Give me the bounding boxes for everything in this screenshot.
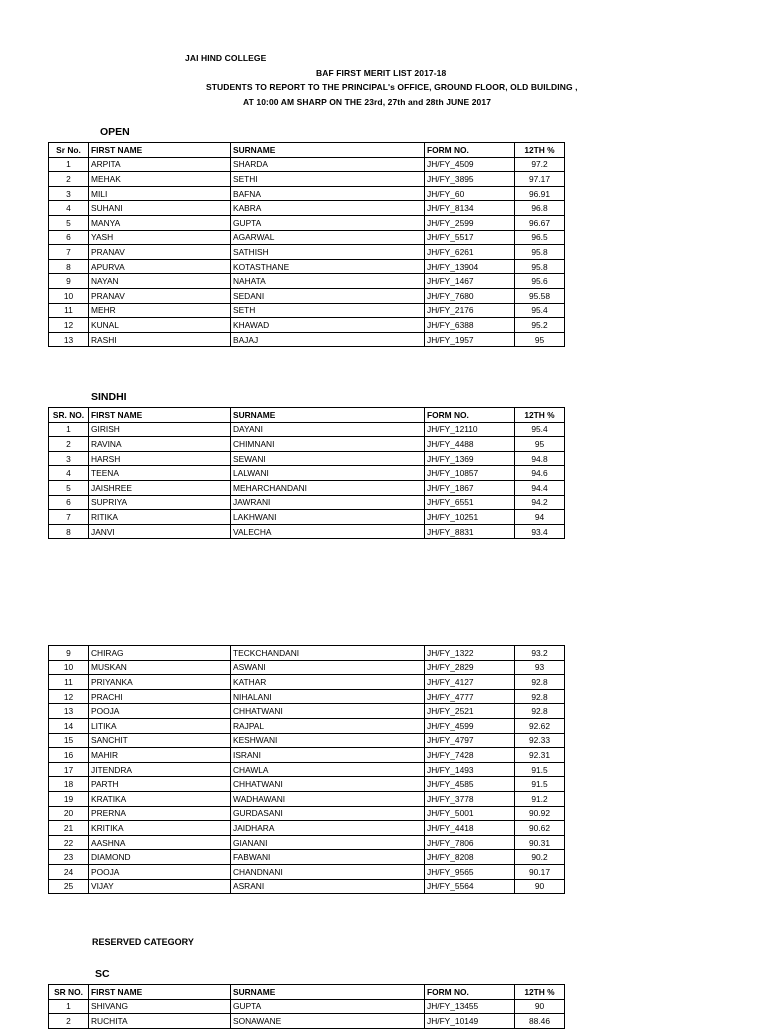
cell-sr-no: 22 bbox=[49, 835, 89, 850]
cell-first-name: GIRISH bbox=[89, 422, 231, 437]
cell-first-name: VIJAY bbox=[89, 879, 231, 894]
sindhi-table-continued bbox=[48, 645, 565, 894]
table-row bbox=[49, 451, 565, 466]
cell-sr-no: 3 bbox=[49, 451, 89, 466]
cell-twelfth-percent: 93.4 bbox=[515, 524, 565, 539]
cell-first-name: JAISHREE bbox=[89, 480, 231, 495]
cell-first-name: SUHANI bbox=[89, 201, 231, 216]
cell-form-no: JH/FY_2176 bbox=[425, 303, 515, 318]
cell-twelfth-percent: 95.8 bbox=[515, 259, 565, 274]
table-row bbox=[49, 510, 565, 525]
cell-surname: SATHISH bbox=[231, 245, 425, 260]
cell-form-no: JH/FY_6388 bbox=[425, 318, 515, 333]
cell-sr-no: 4 bbox=[49, 201, 89, 216]
table-row bbox=[49, 660, 565, 675]
table-row bbox=[49, 332, 565, 347]
table-row bbox=[49, 835, 565, 850]
cell-form-no: JH/FY_4488 bbox=[425, 437, 515, 452]
cell-first-name: JANVI bbox=[89, 524, 231, 539]
cell-first-name: SUPRIYA bbox=[89, 495, 231, 510]
cell-form-no: JH/FY_13455 bbox=[425, 999, 515, 1014]
cell-form-no: JH/FY_10857 bbox=[425, 466, 515, 481]
cell-sr-no: 2 bbox=[49, 172, 89, 187]
table-row bbox=[49, 791, 565, 806]
cell-surname: KABRA bbox=[231, 201, 425, 216]
cell-sr-no: 9 bbox=[49, 274, 89, 289]
cell-form-no: JH/FY_9565 bbox=[425, 864, 515, 879]
table-row bbox=[49, 646, 565, 661]
cell-twelfth-percent: 95.4 bbox=[515, 303, 565, 318]
column-header-form-no: FORM NO. bbox=[425, 143, 515, 158]
cell-form-no: JH/FY_1493 bbox=[425, 762, 515, 777]
table-row bbox=[49, 1014, 565, 1029]
table-row bbox=[49, 806, 565, 821]
cell-sr-no: 6 bbox=[49, 495, 89, 510]
cell-sr-no: 12 bbox=[49, 689, 89, 704]
table-row bbox=[49, 157, 565, 172]
cell-first-name: RASHI bbox=[89, 332, 231, 347]
cell-first-name: RITIKA bbox=[89, 510, 231, 525]
table-row bbox=[49, 524, 565, 539]
column-header-sr-no: SR NO. bbox=[49, 985, 89, 1000]
sc-table bbox=[48, 984, 565, 1029]
table-row bbox=[49, 999, 565, 1014]
cell-form-no: JH/FY_2829 bbox=[425, 660, 515, 675]
cell-surname: ASWANI bbox=[231, 660, 425, 675]
cell-form-no: JH/FY_1957 bbox=[425, 332, 515, 347]
cell-twelfth-percent: 91.5 bbox=[515, 762, 565, 777]
cell-twelfth-percent: 94.6 bbox=[515, 466, 565, 481]
cell-surname: GUPTA bbox=[231, 999, 425, 1014]
cell-surname: TECKCHANDANI bbox=[231, 646, 425, 661]
cell-form-no: JH/FY_10149 bbox=[425, 1014, 515, 1029]
cell-sr-no: 13 bbox=[49, 332, 89, 347]
cell-first-name: MUSKAN bbox=[89, 660, 231, 675]
cell-first-name: PRANAV bbox=[89, 288, 231, 303]
cell-form-no: JH/FY_1369 bbox=[425, 451, 515, 466]
cell-sr-no: 8 bbox=[49, 259, 89, 274]
table-row bbox=[49, 777, 565, 792]
cell-twelfth-percent: 96.5 bbox=[515, 230, 565, 245]
report-timing: AT 10:00 AM SHARP ON THE 23rd, 27th and 28th JUNE 2017 bbox=[243, 97, 492, 107]
table-row bbox=[49, 215, 565, 230]
cell-first-name: ARPITA bbox=[89, 157, 231, 172]
cell-surname: SETHI bbox=[231, 172, 425, 187]
cell-sr-no: 11 bbox=[49, 303, 89, 318]
cell-twelfth-percent: 90.62 bbox=[515, 821, 565, 836]
cell-form-no: JH/FY_12110 bbox=[425, 422, 515, 437]
cell-form-no: JH/FY_4599 bbox=[425, 718, 515, 733]
cell-surname: BAFNA bbox=[231, 186, 425, 201]
cell-first-name: KRATIKA bbox=[89, 791, 231, 806]
cell-form-no: JH/FY_8134 bbox=[425, 201, 515, 216]
cell-surname: MEHARCHANDANI bbox=[231, 480, 425, 495]
cell-twelfth-percent: 91.5 bbox=[515, 777, 565, 792]
cell-surname: WADHAWANI bbox=[231, 791, 425, 806]
table-row bbox=[49, 733, 565, 748]
table-header-row bbox=[49, 143, 565, 158]
cell-twelfth-percent: 97.17 bbox=[515, 172, 565, 187]
cell-surname: NAHATA bbox=[231, 274, 425, 289]
cell-first-name: MEHAK bbox=[89, 172, 231, 187]
cell-twelfth-percent: 90 bbox=[515, 879, 565, 894]
cell-sr-no: 15 bbox=[49, 733, 89, 748]
cell-first-name: SHIVANG bbox=[89, 999, 231, 1014]
cell-twelfth-percent: 91.2 bbox=[515, 791, 565, 806]
column-header-first-name: FIRST NAME bbox=[89, 408, 231, 423]
column-header-surname: SURNAME bbox=[231, 408, 425, 423]
cell-surname: ISRANI bbox=[231, 748, 425, 763]
cell-form-no: JH/FY_1322 bbox=[425, 646, 515, 661]
cell-twelfth-percent: 90.92 bbox=[515, 806, 565, 821]
cell-surname: DAYANI bbox=[231, 422, 425, 437]
merit-list-title: BAF FIRST MERIT LIST 2017-18 bbox=[316, 68, 447, 78]
cell-first-name: MANYA bbox=[89, 215, 231, 230]
cell-first-name: MAHIR bbox=[89, 748, 231, 763]
cell-sr-no: 24 bbox=[49, 864, 89, 879]
cell-first-name: KUNAL bbox=[89, 318, 231, 333]
table-row bbox=[49, 675, 565, 690]
cell-surname: GURDASANI bbox=[231, 806, 425, 821]
cell-twelfth-percent: 94.8 bbox=[515, 451, 565, 466]
cell-sr-no: 13 bbox=[49, 704, 89, 719]
cell-twelfth-percent: 90.17 bbox=[515, 864, 565, 879]
cell-sr-no: 19 bbox=[49, 791, 89, 806]
table-row bbox=[49, 318, 565, 333]
reserved-category-heading: RESERVED CATEGORY bbox=[92, 937, 194, 947]
cell-form-no: JH/FY_10251 bbox=[425, 510, 515, 525]
cell-form-no: JH/FY_8208 bbox=[425, 850, 515, 865]
cell-surname: SEDANI bbox=[231, 288, 425, 303]
section-title-sindhi: SINDHI bbox=[91, 391, 127, 403]
table-row bbox=[49, 186, 565, 201]
cell-first-name: LITIKA bbox=[89, 718, 231, 733]
cell-twelfth-percent: 92.8 bbox=[515, 704, 565, 719]
cell-twelfth-percent: 96.67 bbox=[515, 215, 565, 230]
table-row bbox=[49, 437, 565, 452]
cell-sr-no: 5 bbox=[49, 480, 89, 495]
table-row bbox=[49, 762, 565, 777]
cell-first-name: POOJA bbox=[89, 864, 231, 879]
cell-first-name: HARSH bbox=[89, 451, 231, 466]
cell-twelfth-percent: 95.8 bbox=[515, 245, 565, 260]
cell-sr-no: 1 bbox=[49, 422, 89, 437]
cell-sr-no: 16 bbox=[49, 748, 89, 763]
cell-sr-no: 25 bbox=[49, 879, 89, 894]
cell-form-no: JH/FY_6551 bbox=[425, 495, 515, 510]
cell-twelfth-percent: 95 bbox=[515, 332, 565, 347]
cell-twelfth-percent: 95.4 bbox=[515, 422, 565, 437]
cell-sr-no: 5 bbox=[49, 215, 89, 230]
cell-first-name: NAYAN bbox=[89, 274, 231, 289]
cell-twelfth-percent: 94.4 bbox=[515, 480, 565, 495]
cell-sr-no: 20 bbox=[49, 806, 89, 821]
cell-sr-no: 8 bbox=[49, 524, 89, 539]
cell-surname: AGARWAL bbox=[231, 230, 425, 245]
cell-surname: LALWANI bbox=[231, 466, 425, 481]
cell-twelfth-percent: 95.2 bbox=[515, 318, 565, 333]
cell-sr-no: 1 bbox=[49, 999, 89, 1014]
cell-first-name: DIAMOND bbox=[89, 850, 231, 865]
column-header-first-name: FIRST NAME bbox=[89, 143, 231, 158]
cell-first-name: KRITIKA bbox=[89, 821, 231, 836]
cell-surname: RAJPAL bbox=[231, 718, 425, 733]
column-header-sr-no: SR. NO. bbox=[49, 408, 89, 423]
cell-surname: JAWRANI bbox=[231, 495, 425, 510]
cell-form-no: JH/FY_5001 bbox=[425, 806, 515, 821]
table-row bbox=[49, 879, 565, 894]
cell-first-name: MILI bbox=[89, 186, 231, 201]
cell-surname: BAJAJ bbox=[231, 332, 425, 347]
cell-first-name: PRERNA bbox=[89, 806, 231, 821]
table-row bbox=[49, 245, 565, 260]
cell-surname: NIHALANI bbox=[231, 689, 425, 704]
cell-surname: SONAWANE bbox=[231, 1014, 425, 1029]
cell-surname: CHIMNANI bbox=[231, 437, 425, 452]
table-row bbox=[49, 704, 565, 719]
cell-first-name: PARTH bbox=[89, 777, 231, 792]
table-row bbox=[49, 821, 565, 836]
cell-first-name: YASH bbox=[89, 230, 231, 245]
cell-surname: GUPTA bbox=[231, 215, 425, 230]
cell-sr-no: 18 bbox=[49, 777, 89, 792]
cell-first-name: SANCHIT bbox=[89, 733, 231, 748]
column-header-sr-no: Sr No. bbox=[49, 143, 89, 158]
cell-surname: KHAWAD bbox=[231, 318, 425, 333]
cell-first-name: CHIRAG bbox=[89, 646, 231, 661]
cell-form-no: JH/FY_13904 bbox=[425, 259, 515, 274]
table-row bbox=[49, 303, 565, 318]
cell-twelfth-percent: 92.33 bbox=[515, 733, 565, 748]
open-table bbox=[48, 142, 565, 347]
cell-form-no: JH/FY_6261 bbox=[425, 245, 515, 260]
cell-twelfth-percent: 92.31 bbox=[515, 748, 565, 763]
table-row bbox=[49, 172, 565, 187]
college-name: JAI HIND COLLEGE bbox=[185, 53, 267, 63]
cell-twelfth-percent: 94 bbox=[515, 510, 565, 525]
cell-surname: KESHWANI bbox=[231, 733, 425, 748]
cell-first-name: PRACHI bbox=[89, 689, 231, 704]
cell-first-name: POOJA bbox=[89, 704, 231, 719]
column-header-form-no: FORM NO. bbox=[425, 408, 515, 423]
cell-surname: CHHATWANI bbox=[231, 777, 425, 792]
cell-surname: JAIDHARA bbox=[231, 821, 425, 836]
table-row bbox=[49, 864, 565, 879]
table-row bbox=[49, 495, 565, 510]
cell-sr-no: 1 bbox=[49, 157, 89, 172]
cell-form-no: JH/FY_7680 bbox=[425, 288, 515, 303]
cell-twelfth-percent: 92.8 bbox=[515, 689, 565, 704]
cell-sr-no: 7 bbox=[49, 245, 89, 260]
cell-surname: CHHATWANI bbox=[231, 704, 425, 719]
cell-form-no: JH/FY_4585 bbox=[425, 777, 515, 792]
cell-form-no: JH/FY_5517 bbox=[425, 230, 515, 245]
report-instruction: STUDENTS TO REPORT TO THE PRINCIPAL's OFFICE, GROUND FLOOR, OLD BUILDING , bbox=[206, 82, 578, 92]
cell-first-name: AASHNA bbox=[89, 835, 231, 850]
cell-sr-no: 21 bbox=[49, 821, 89, 836]
cell-form-no: JH/FY_2521 bbox=[425, 704, 515, 719]
column-header-twelfth-percent: 12TH % bbox=[515, 985, 565, 1000]
cell-twelfth-percent: 90 bbox=[515, 999, 565, 1014]
section-title-open: OPEN bbox=[100, 126, 130, 138]
table-row bbox=[49, 230, 565, 245]
cell-sr-no: 14 bbox=[49, 718, 89, 733]
cell-sr-no: 4 bbox=[49, 466, 89, 481]
cell-form-no: JH/FY_4797 bbox=[425, 733, 515, 748]
cell-twelfth-percent: 94.2 bbox=[515, 495, 565, 510]
table-row bbox=[49, 422, 565, 437]
column-header-surname: SURNAME bbox=[231, 985, 425, 1000]
table-row bbox=[49, 850, 565, 865]
cell-form-no: JH/FY_1467 bbox=[425, 274, 515, 289]
cell-sr-no: 2 bbox=[49, 437, 89, 452]
cell-surname: GIANANI bbox=[231, 835, 425, 850]
cell-sr-no: 12 bbox=[49, 318, 89, 333]
cell-twelfth-percent: 95.6 bbox=[515, 274, 565, 289]
cell-surname: FABWANI bbox=[231, 850, 425, 865]
cell-first-name: PRIYANKA bbox=[89, 675, 231, 690]
cell-sr-no: 6 bbox=[49, 230, 89, 245]
cell-sr-no: 10 bbox=[49, 288, 89, 303]
cell-form-no: JH/FY_7428 bbox=[425, 748, 515, 763]
cell-first-name: RAVINA bbox=[89, 437, 231, 452]
cell-twelfth-percent: 93.2 bbox=[515, 646, 565, 661]
cell-twelfth-percent: 90.31 bbox=[515, 835, 565, 850]
table-header-row bbox=[49, 985, 565, 1000]
cell-form-no: JH/FY_4777 bbox=[425, 689, 515, 704]
cell-surname: SEWANI bbox=[231, 451, 425, 466]
table-row bbox=[49, 718, 565, 733]
cell-sr-no: 2 bbox=[49, 1014, 89, 1029]
cell-form-no: JH/FY_4418 bbox=[425, 821, 515, 836]
table-row bbox=[49, 748, 565, 763]
column-header-first-name: FIRST NAME bbox=[89, 985, 231, 1000]
section-title-sc: SC bbox=[95, 968, 110, 980]
cell-form-no: JH/FY_1867 bbox=[425, 480, 515, 495]
cell-surname: ASRANI bbox=[231, 879, 425, 894]
table-row bbox=[49, 259, 565, 274]
cell-form-no: JH/FY_3895 bbox=[425, 172, 515, 187]
cell-first-name: APURVA bbox=[89, 259, 231, 274]
cell-twelfth-percent: 93 bbox=[515, 660, 565, 675]
cell-form-no: JH/FY_4509 bbox=[425, 157, 515, 172]
cell-first-name: JITENDRA bbox=[89, 762, 231, 777]
cell-sr-no: 10 bbox=[49, 660, 89, 675]
cell-twelfth-percent: 92.62 bbox=[515, 718, 565, 733]
cell-first-name: RUCHITA bbox=[89, 1014, 231, 1029]
cell-form-no: JH/FY_4127 bbox=[425, 675, 515, 690]
cell-sr-no: 23 bbox=[49, 850, 89, 865]
cell-surname: VALECHA bbox=[231, 524, 425, 539]
table-row bbox=[49, 480, 565, 495]
cell-sr-no: 7 bbox=[49, 510, 89, 525]
cell-twelfth-percent: 95 bbox=[515, 437, 565, 452]
cell-surname: KATHAR bbox=[231, 675, 425, 690]
cell-twelfth-percent: 88.46 bbox=[515, 1014, 565, 1029]
cell-sr-no: 17 bbox=[49, 762, 89, 777]
column-header-twelfth-percent: 12TH % bbox=[515, 408, 565, 423]
cell-form-no: JH/FY_5564 bbox=[425, 879, 515, 894]
cell-form-no: JH/FY_60 bbox=[425, 186, 515, 201]
cell-twelfth-percent: 92.8 bbox=[515, 675, 565, 690]
cell-surname: SETH bbox=[231, 303, 425, 318]
cell-form-no: JH/FY_2599 bbox=[425, 215, 515, 230]
sindhi-table bbox=[48, 407, 565, 539]
cell-sr-no: 11 bbox=[49, 675, 89, 690]
cell-first-name: TEENA bbox=[89, 466, 231, 481]
cell-twelfth-percent: 90.2 bbox=[515, 850, 565, 865]
table-row bbox=[49, 274, 565, 289]
cell-surname: SHARDA bbox=[231, 157, 425, 172]
column-header-surname: SURNAME bbox=[231, 143, 425, 158]
cell-form-no: JH/FY_3778 bbox=[425, 791, 515, 806]
cell-twelfth-percent: 96.8 bbox=[515, 201, 565, 216]
table-row bbox=[49, 466, 565, 481]
cell-sr-no: 3 bbox=[49, 186, 89, 201]
table-row bbox=[49, 201, 565, 216]
cell-surname: CHAWLA bbox=[231, 762, 425, 777]
table-row bbox=[49, 689, 565, 704]
cell-twelfth-percent: 96.91 bbox=[515, 186, 565, 201]
cell-sr-no: 9 bbox=[49, 646, 89, 661]
cell-surname: CHANDNANI bbox=[231, 864, 425, 879]
cell-first-name: MEHR bbox=[89, 303, 231, 318]
table-row bbox=[49, 288, 565, 303]
column-header-form-no: FORM NO. bbox=[425, 985, 515, 1000]
cell-surname: KOTASTHANE bbox=[231, 259, 425, 274]
column-header-twelfth-percent: 12TH % bbox=[515, 143, 565, 158]
table-header-row bbox=[49, 408, 565, 423]
cell-twelfth-percent: 97.2 bbox=[515, 157, 565, 172]
cell-form-no: JH/FY_7806 bbox=[425, 835, 515, 850]
cell-twelfth-percent: 95.58 bbox=[515, 288, 565, 303]
cell-surname: LAKHWANI bbox=[231, 510, 425, 525]
cell-form-no: JH/FY_8831 bbox=[425, 524, 515, 539]
cell-first-name: PRANAV bbox=[89, 245, 231, 260]
